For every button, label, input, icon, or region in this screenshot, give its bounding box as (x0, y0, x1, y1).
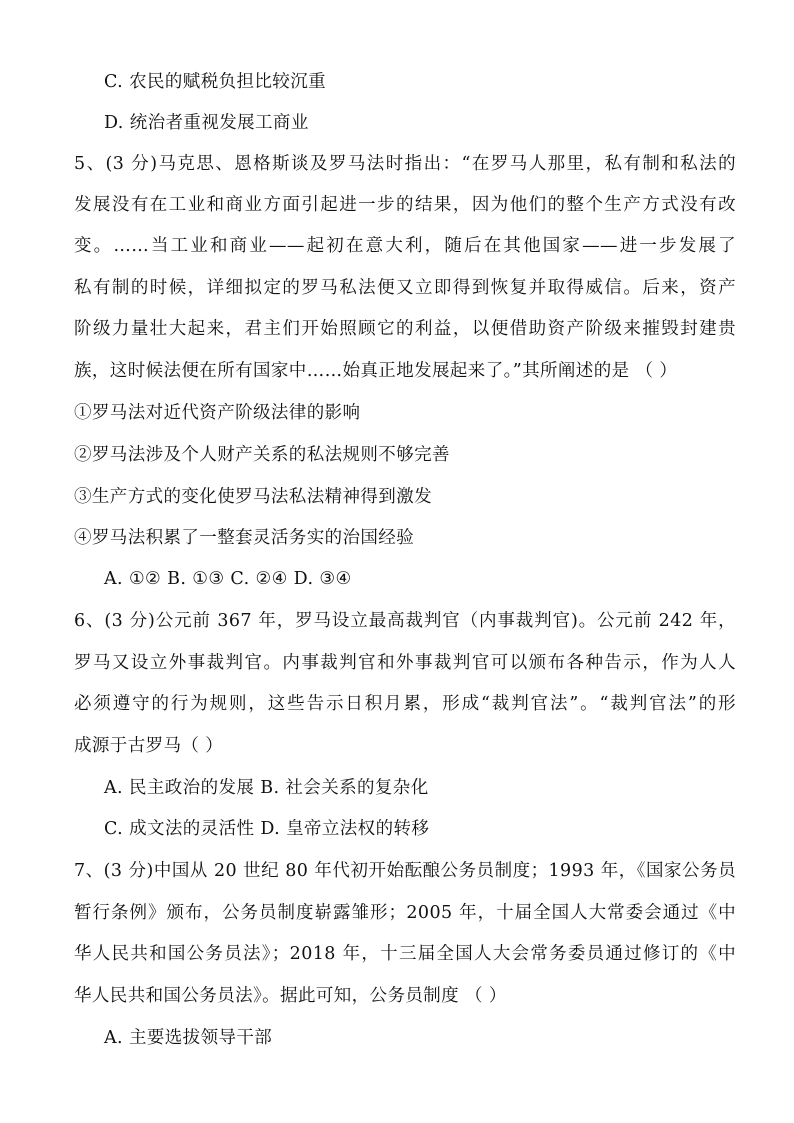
q5-options: A. ①② B. ①③ C. ②④ D. ③④ (104, 569, 352, 589)
q6-stem-line-1: 6、(3 分)公元前 367 年，罗马设立最高裁判官（内事裁判官)。公元前 242 年， (74, 611, 736, 631)
q6-stem-line-3: 必须遵守的行为规则，这些告示日积月累，形成“裁判官法”。“裁判官法”的形 (74, 694, 736, 714)
q5-stem-line-5: 阶级力量壮大起来，君主们开始照顾它的利益，以便借助资产阶级来摧毁封建贵 (74, 319, 736, 339)
q5-statement-3: ③生产方式的变化使罗马法私法精神得到激发 (74, 487, 432, 507)
q6-options-row-2: C. 成文法的灵活性 D. 皇帝立法权的转移 (104, 819, 430, 839)
q7-option-a: A. 主要选拔领导干部 (104, 1028, 273, 1048)
q5-stem-line-4: 私有制的时候，详细拟定的罗马私法便又立即得到恢复并取得威信。后来，资产 (74, 278, 736, 298)
q6-stem-line-4: 成源于古罗马（ ） (74, 736, 224, 756)
q5-stem-line-3: 变。……当工业和商业——起初在意大利，随后在其他国家——进一步发展了 (74, 236, 736, 256)
prev-option-d: D. 统治者重视发展工商业 (104, 113, 309, 133)
q7-stem-line-4: 华人民共和国公务员法》。据此可知，公务员制度 （ ） (74, 986, 507, 1006)
q7-stem-line-2: 暂行条例》颁布，公务员制度崭露雏形；2005 年，十届全国人大常委会通过《中 (74, 903, 736, 923)
q5-statement-2: ②罗马法涉及个人财产关系的私法规则不够完善 (74, 445, 450, 465)
q6-stem-line-2: 罗马又设立外事裁判官。内事裁判官和外事裁判官可以颁布各种告示，作为人人 (74, 653, 736, 673)
q5-stem-line-6: 族，这时候法便在所有国家中……始真正地发展起来了。”其所阐述的是 （ ） (74, 361, 678, 381)
q5-stem-line-2: 发展没有在工业和商业方面引起进一步的结果，因为他们的整个生产方式没有改 (74, 195, 736, 215)
q7-stem-line-1: 7、(3 分)中国从 20 世纪 80 年代初开始酝酿公务员制度；1993 年，《国家公务员 (74, 861, 736, 881)
prev-option-c: C. 农民的赋税负担比较沉重 (104, 72, 326, 92)
q5-statement-1: ①罗马法对近代资产阶级法律的影响 (74, 403, 361, 423)
q7-stem-line-3: 华人民共和国公务员法》；2018 年，十三届全国人大会常务委员通过修订的《中 (74, 944, 736, 964)
q5-stem-line-1: 5、(3 分)马克思、恩格斯谈及罗马法时指出：“在罗马人那里，私有制和私法的 (74, 154, 736, 174)
q5-statement-4: ④罗马法积累了一整套灵活务实的治国经验 (74, 528, 415, 548)
q6-options-row-1: A. 民主政治的发展 B. 社会关系的复杂化 (104, 778, 429, 798)
